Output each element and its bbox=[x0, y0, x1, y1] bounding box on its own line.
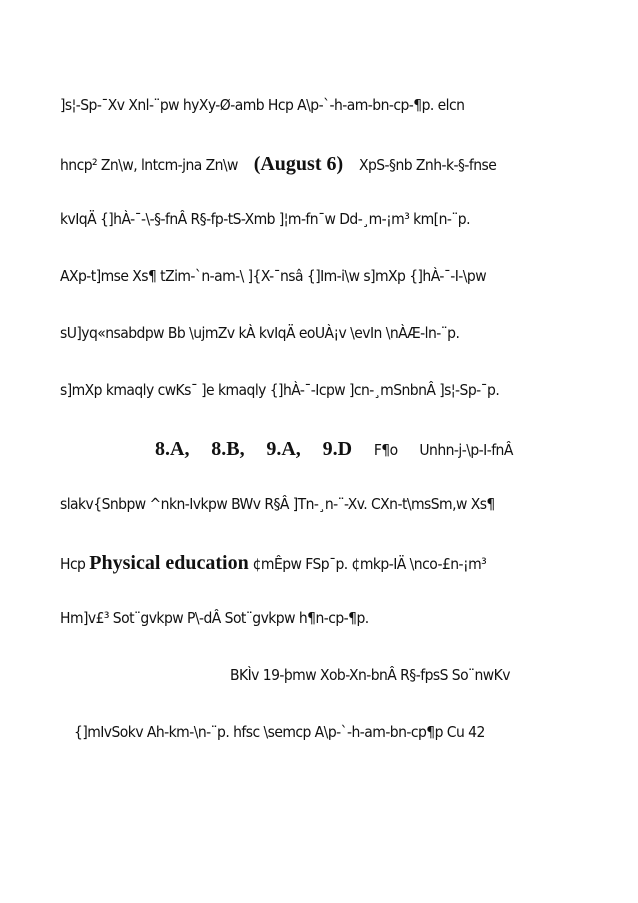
text-line-9-part-1: Hcp bbox=[60, 555, 86, 573]
text-line-9 bbox=[60, 552, 486, 575]
text-line-1: ]s¦-Sp-¯Xv Xnl-¨pw hyXy-Ø-amb Hcp A\p-`-h-am-bn-cp-¶p. elcn bbox=[60, 96, 465, 114]
class-8b: 8.B, bbox=[211, 438, 245, 460]
text-line-7 bbox=[155, 438, 513, 461]
date-english: (August 6) bbox=[253, 153, 344, 175]
text-line-3: kvIqÄ {]hÀ-¯-\-§-fnÂ R§-fp-tS-Xmb ]¦m-fn¯w Dd-¸m-¡m³ km[n-¨p. bbox=[60, 210, 470, 228]
physical-education-english: Physical education bbox=[89, 552, 249, 574]
text-line-5: sU]yq«nsabdpw Bb \ujmZv kÀ kvIqÄ eoUÀ¡v \evIn \nÀÆ-ln-¨p. bbox=[60, 324, 460, 342]
text-line-10: Hm]v£³ Sot¨gvkpw P\-dÂ Sot¨gvkpw h¶n-cp-¶p. bbox=[60, 609, 369, 627]
text-line-9-part-2: ¢mÊpw FSp¯p. ¢mkp-IÄ \nco-£n-¡m³ bbox=[252, 555, 487, 573]
text-line-8: slakv{Snbpw ^nkn-Ivkpw BWv R§Â ]Tn-¸n-¨-Xv. CXn-t\msSm,w Xs¶ bbox=[60, 495, 495, 513]
text-line-6: s]mXp kmaqly cwKs¯ ]e kmaqly {]hÀ-¯-Icpw ]cn-¸mSnbnÂ ]s¦-Sp-¯p. bbox=[60, 381, 500, 399]
text-line-12: {]mIvSokv Ah-km-\n-¨p. hfsc \semcp A\p-`-h-am-bn-cp¶p Cu 42 bbox=[74, 723, 485, 741]
text-line-2-part-1: hncp² Zn\w, lntcm-jna Zn\w bbox=[60, 156, 238, 174]
text-line-7-tail: Unhn-j-\p-I-fnÂ bbox=[419, 441, 513, 459]
text-line-7-word: F¶o bbox=[373, 441, 398, 459]
class-8a: 8.A, bbox=[155, 438, 190, 460]
class-9a: 9.A, bbox=[266, 438, 301, 460]
text-line-4: AXp-t]mse Xs¶ tZim-`n-am-\ ]{X-¯nsâ {]Im-i\w s]mXp {]hÀ-¯-I-\pw bbox=[60, 267, 487, 285]
text-line-2-part-2: XpS-§nb Znh-k-§-fnse bbox=[358, 156, 497, 174]
text-line-2 bbox=[60, 153, 496, 176]
text-line-11: BKÌv 19-þmw Xob-Xn-bnÂ R§-fpsS So¨nwKv bbox=[230, 666, 510, 684]
class-9d: 9.D bbox=[322, 438, 353, 460]
